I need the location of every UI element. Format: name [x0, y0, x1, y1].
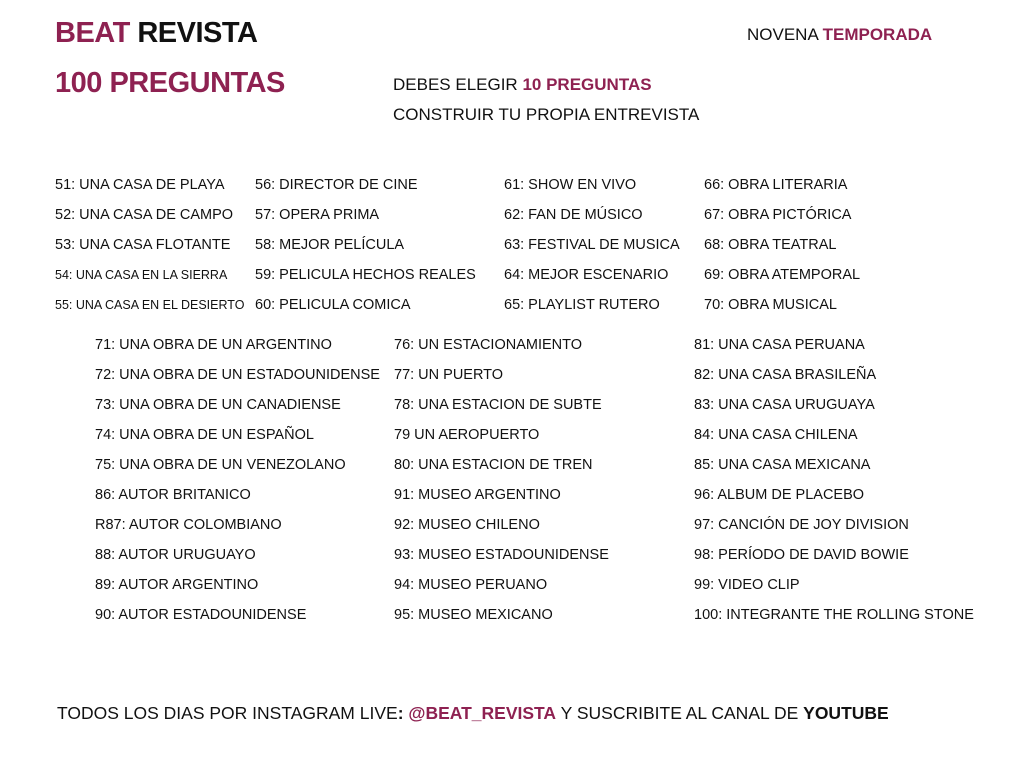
question-item: 66: OBRA LITERARIA: [704, 177, 848, 193]
question-item: 88: AUTOR URUGUAYO: [95, 547, 256, 563]
question-item: 52: UNA CASA DE CAMPO: [55, 207, 234, 223]
brand-title: [55, 17, 257, 50]
question-item: 73: UNA OBRA DE UN CANADIENSE: [95, 397, 341, 413]
question-item: 53: UNA CASA FLOTANTE: [55, 237, 231, 253]
season-number: NOVENA: [747, 25, 818, 44]
question-item: 77: UN PUERTO: [394, 367, 504, 383]
question-item: 63: FESTIVAL DE MUSICA: [504, 237, 680, 253]
question-item: 92: MUSEO CHILENO: [394, 517, 540, 533]
footer-instagram-text: TODOS LOS DIAS POR INSTAGRAM LIVE: [57, 703, 398, 723]
brand-beat: BEAT: [55, 17, 130, 49]
question-item: 89: AUTOR ARGENTINO: [95, 577, 259, 593]
brand-revista: REVISTA: [137, 17, 258, 49]
question-item: 67: OBRA PICTÓRICA: [704, 207, 852, 223]
question-item: 62: FAN DE MÚSICO: [504, 207, 643, 223]
youtube-label: YOUTUBE: [803, 703, 889, 723]
question-item: 94: MUSEO PERUANO: [394, 577, 548, 593]
footer-colon: :: [397, 703, 404, 723]
question-item: 68: OBRA TEATRAL: [704, 237, 837, 253]
question-column-5: [95, 330, 380, 630]
question-item: 78: UNA ESTACION DE SUBTE: [394, 397, 602, 413]
question-item: 95: MUSEO MEXICANO: [394, 607, 553, 623]
question-item: 100: INTEGRANTE THE ROLLING STONE: [694, 607, 974, 623]
question-item: 86: AUTOR BRITANICO: [95, 487, 251, 503]
question-item: R87: AUTOR COLOMBIANO: [95, 517, 282, 533]
question-item: 96: ALBUM DE PLACEBO: [694, 487, 865, 503]
season-label: [747, 25, 932, 45]
instruction-count: 10 PREGUNTAS: [522, 75, 652, 94]
question-item: 57: OPERA PRIMA: [255, 207, 380, 223]
question-item: 72: UNA OBRA DE UN ESTADOUNIDENSE: [95, 367, 380, 383]
question-item: 71: UNA OBRA DE UN ARGENTINO: [95, 337, 332, 353]
season-word: TEMPORADA: [822, 25, 933, 44]
instruction-line-1: [393, 75, 652, 95]
question-item: 84: UNA CASA CHILENA: [694, 427, 858, 443]
question-column-2: [255, 170, 476, 320]
question-item: 75: UNA OBRA DE UN VENEZOLANO: [95, 457, 346, 473]
question-item: 56: DIRECTOR DE CINE: [255, 177, 418, 193]
question-column-7: [694, 330, 974, 630]
question-item: 59: PELICULA HECHOS REALES: [255, 267, 476, 283]
question-item: 60: PELICULA COMICA: [255, 297, 411, 313]
instruction-line-2: CONSTRUIR TU PROPIA ENTREVISTA: [393, 105, 700, 124]
question-item: 70: OBRA MUSICAL: [704, 297, 837, 313]
question-item: 98: PERÍODO DE DAVID BOWIE: [694, 547, 909, 563]
question-item: 54: UNA CASA EN LA SIERRA: [55, 268, 228, 282]
question-item: 69: OBRA ATEMPORAL: [704, 267, 861, 283]
question-item: 93: MUSEO ESTADOUNIDENSE: [394, 547, 609, 563]
question-column-1: [55, 170, 244, 320]
footer-subscribe-text: Y SUSCRIBITE AL CANAL DE: [560, 703, 799, 723]
instruction-choose: DEBES ELEGIR: [393, 75, 518, 94]
question-item: 90: AUTOR ESTADOUNIDENSE: [95, 607, 307, 623]
instagram-handle: @BEAT_REVISTA: [408, 703, 557, 723]
question-item: 97: CANCIÓN DE JOY DIVISION: [694, 517, 909, 533]
question-item: 99: VIDEO CLIP: [694, 577, 800, 593]
question-item: 83: UNA CASA URUGUAYA: [694, 397, 875, 413]
question-column-4: [704, 170, 860, 320]
question-item: 85: UNA CASA MEXICANA: [694, 457, 871, 473]
question-column-3: [504, 170, 680, 320]
question-column-6: [394, 330, 609, 630]
question-item: 58: MEJOR PELÍCULA: [255, 237, 405, 253]
question-item: 64: MEJOR ESCENARIO: [504, 267, 669, 283]
question-item: 81: UNA CASA PERUANA: [694, 337, 865, 353]
headline: 100 PREGUNTAS: [55, 67, 285, 99]
question-item: 51: UNA CASA DE PLAYA: [55, 177, 225, 193]
question-item: 65: PLAYLIST RUTERO: [504, 297, 660, 313]
question-item: 80: UNA ESTACION DE TREN: [394, 457, 593, 473]
question-item: 74: UNA OBRA DE UN ESPAÑOL: [95, 427, 314, 443]
question-item: 82: UNA CASA BRASILEÑA: [694, 367, 877, 383]
footer-promo: [57, 703, 889, 724]
question-item: 61: SHOW EN VIVO: [504, 177, 637, 193]
question-item: 79 UN AEROPUERTO: [394, 427, 540, 443]
question-item: 76: UN ESTACIONAMIENTO: [394, 337, 582, 353]
question-item: 55: UNA CASA EN EL DESIERTO: [55, 298, 245, 312]
question-item: 91: MUSEO ARGENTINO: [394, 487, 561, 503]
